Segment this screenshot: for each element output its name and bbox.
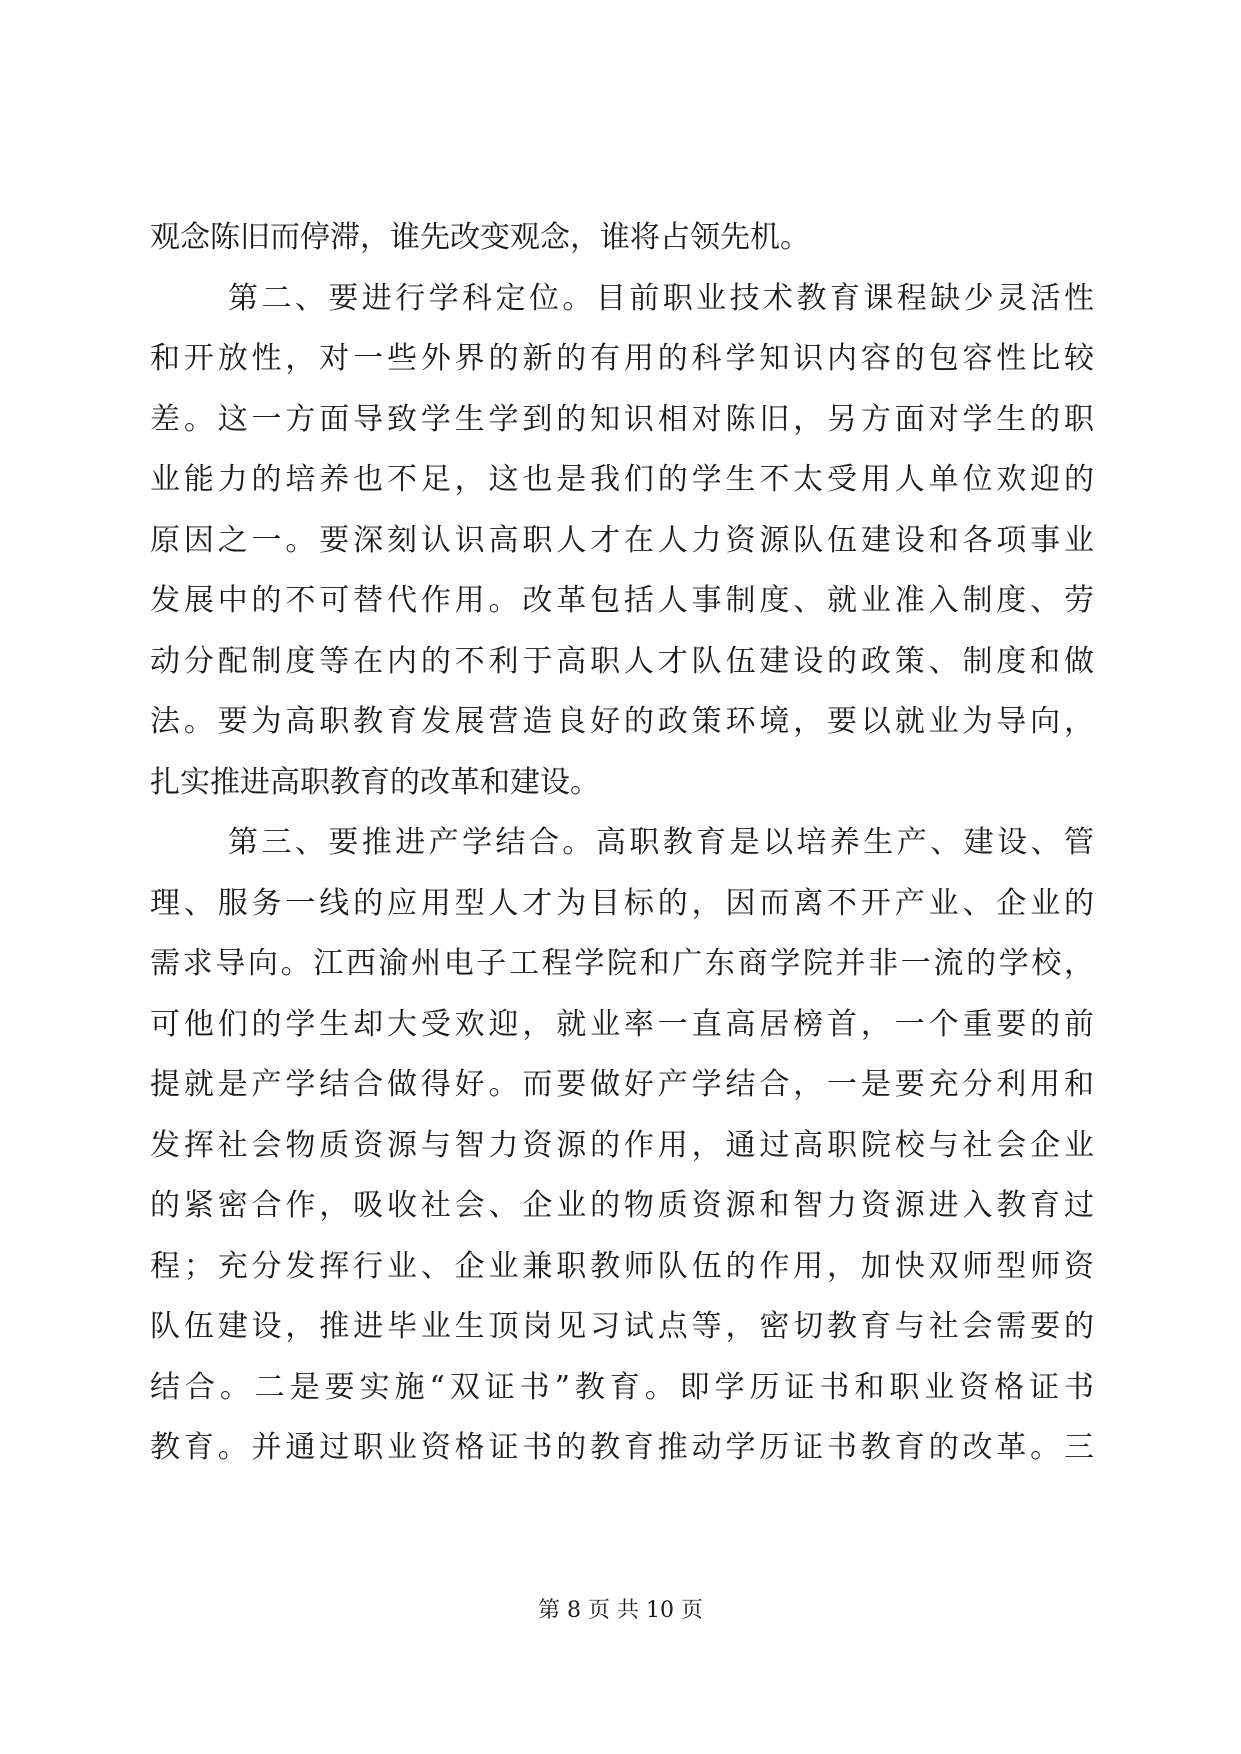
paragraph-line: 和开放性，对一些外界的新的有用的科学知识内容的包容性比较 [150, 341, 1094, 376]
page-footer: 第 8 页 共 10 页 [538, 1598, 703, 1623]
paragraph-line: 扎实推进高职教育的改革和建设。 [150, 764, 600, 800]
paragraph-line: 第二、要进行学科定位。目前职业技术教育课程缺少灵活性 [228, 280, 1094, 316]
paragraph-line: 需求导向。江西渝州电子工程学院和广东商学院并非一流的学校， [150, 946, 1094, 981]
paragraph-line: 观念陈旧而停滞，谁先改变观念，谁将占领先机。 [150, 220, 810, 255]
paragraph-line: 队伍建设，推进毕业生顶岗见习试点等，密切教育与社会需要的 [150, 1309, 1094, 1344]
paragraph-line: 原因之一。要深刻认识高职人才在人力资源队伍建设和各项事业 [150, 522, 1094, 558]
paragraph-line: 发展中的不可替代作用。改革包括人事制度、就业准入制度、劳 [150, 583, 1094, 618]
paragraph-line: 第三、要推进产学结合。高职教育是以培养生产、建设、管 [228, 825, 1094, 860]
paragraph-line: 差。这一方面导致学生学到的知识相对陈旧，另方面对学生的职 [150, 401, 1094, 437]
paragraph-line: 教育。并通过职业资格证书的教育推动学历证书教育的改革。三 [150, 1430, 1094, 1465]
paragraph-line: 法。要为高职教育发展营造良好的政策环境，要以就业为导向， [150, 704, 1094, 739]
paragraph-line: 动分配制度等在内的不利于高职人才队伍建设的政策、制度和做 [150, 643, 1094, 679]
paragraph-line: 发挥社会物质资源与智力资源的作用，通过高职院校与社会企业 [150, 1127, 1094, 1163]
paragraph-line: 的紧密合作，吸收社会、企业的物质资源和智力资源进入教育过 [150, 1188, 1094, 1223]
paragraph-line: 程；充分发挥行业、企业兼职教师队伍的作用，加快双师型师资 [150, 1248, 1094, 1284]
document-body [150, 208, 1094, 1479]
paragraph-line: 业能力的培养也不足，这也是我们的学生不太受用人单位欢迎的 [150, 462, 1094, 497]
paragraph-line: 结合。二是要实施“双证书”教育。即学历证书和职业资格证书 [150, 1369, 1094, 1405]
paragraph-line: 可他们的学生却大受欢迎，就业率一直高居榜首，一个重要的前 [150, 1006, 1094, 1042]
paragraph-line: 提就是产学结合做得好。而要做好产学结合，一是要充分利用和 [150, 1067, 1094, 1102]
paragraph-line: 理、服务一线的应用型人才为目标的，因而离不开产业、企业的 [150, 885, 1094, 921]
